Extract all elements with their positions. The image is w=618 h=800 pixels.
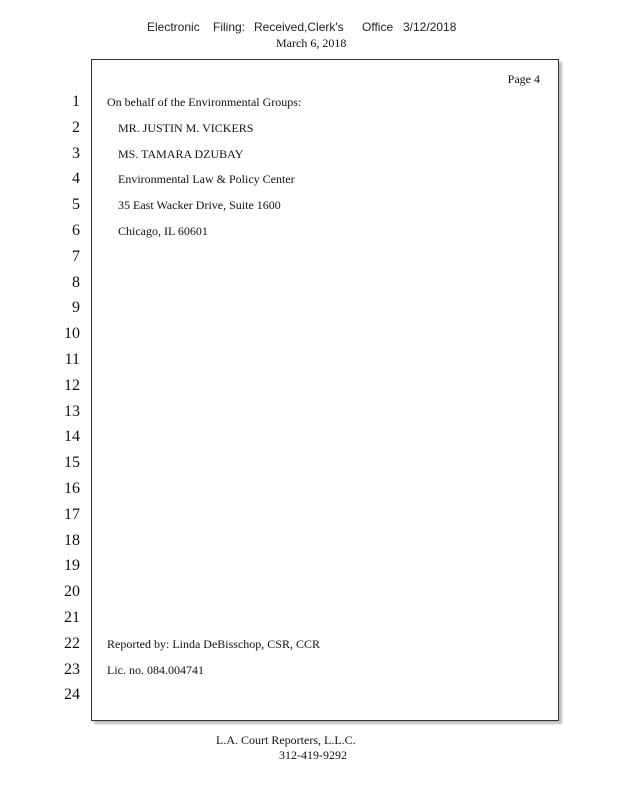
filing-stamp-received: Received,Clerk's bbox=[254, 20, 344, 34]
line-number: 18 bbox=[64, 532, 80, 549]
reporter-firm: L.A. Court Reporters, L.L.C. bbox=[216, 733, 356, 747]
line-number: 16 bbox=[64, 480, 80, 497]
line-text: Chicago, IL 60601 bbox=[118, 224, 208, 238]
line-text: MR. JUSTIN M. VICKERS bbox=[118, 121, 254, 135]
line-text: Reported by: Linda DeBisschop, CSR, CCR bbox=[107, 637, 320, 651]
line-number: 13 bbox=[64, 403, 80, 420]
line-text: On behalf of the Environmental Groups: bbox=[107, 95, 302, 109]
filing-stamp-filing: Filing: bbox=[213, 20, 246, 34]
line-number: 21 bbox=[64, 609, 80, 626]
line-number: 9 bbox=[72, 299, 80, 316]
line-number: 8 bbox=[72, 274, 80, 291]
page-number: Page 4 bbox=[507, 72, 540, 86]
line-number: 23 bbox=[64, 661, 80, 678]
line-number: 24 bbox=[64, 686, 80, 703]
filing-stamp-date: 3/12/2018 bbox=[403, 20, 457, 34]
line-number: 4 bbox=[72, 170, 80, 187]
line-text: MS. TAMARA DZUBAY bbox=[118, 147, 244, 161]
hearing-date: March 6, 2018 bbox=[276, 36, 347, 50]
line-number: 2 bbox=[72, 119, 80, 136]
line-number: 19 bbox=[64, 557, 80, 574]
filing-stamp bbox=[147, 20, 456, 34]
line-number: 3 bbox=[72, 145, 80, 162]
line-number: 7 bbox=[72, 248, 80, 265]
line-number: 15 bbox=[64, 454, 80, 471]
reporter-phone: 312-419-9292 bbox=[279, 748, 347, 762]
line-number: 10 bbox=[64, 325, 80, 342]
line-number: 20 bbox=[64, 583, 80, 600]
line-number: 6 bbox=[72, 222, 80, 239]
line-number: 11 bbox=[64, 351, 80, 368]
line-text: 35 East Wacker Drive, Suite 1600 bbox=[118, 198, 281, 212]
line-text: Environmental Law & Policy Center bbox=[118, 172, 295, 186]
line-number: 22 bbox=[64, 635, 80, 652]
line-number: 14 bbox=[64, 428, 80, 445]
line-text: Lic. no. 084.004741 bbox=[107, 663, 204, 677]
filing-stamp-office: Office bbox=[362, 20, 394, 34]
line-number: 12 bbox=[64, 377, 80, 394]
line-number: 17 bbox=[64, 506, 80, 523]
line-number: 5 bbox=[72, 196, 80, 213]
line-number: 1 bbox=[72, 93, 80, 110]
filing-stamp-electronic: Electronic bbox=[147, 20, 200, 34]
